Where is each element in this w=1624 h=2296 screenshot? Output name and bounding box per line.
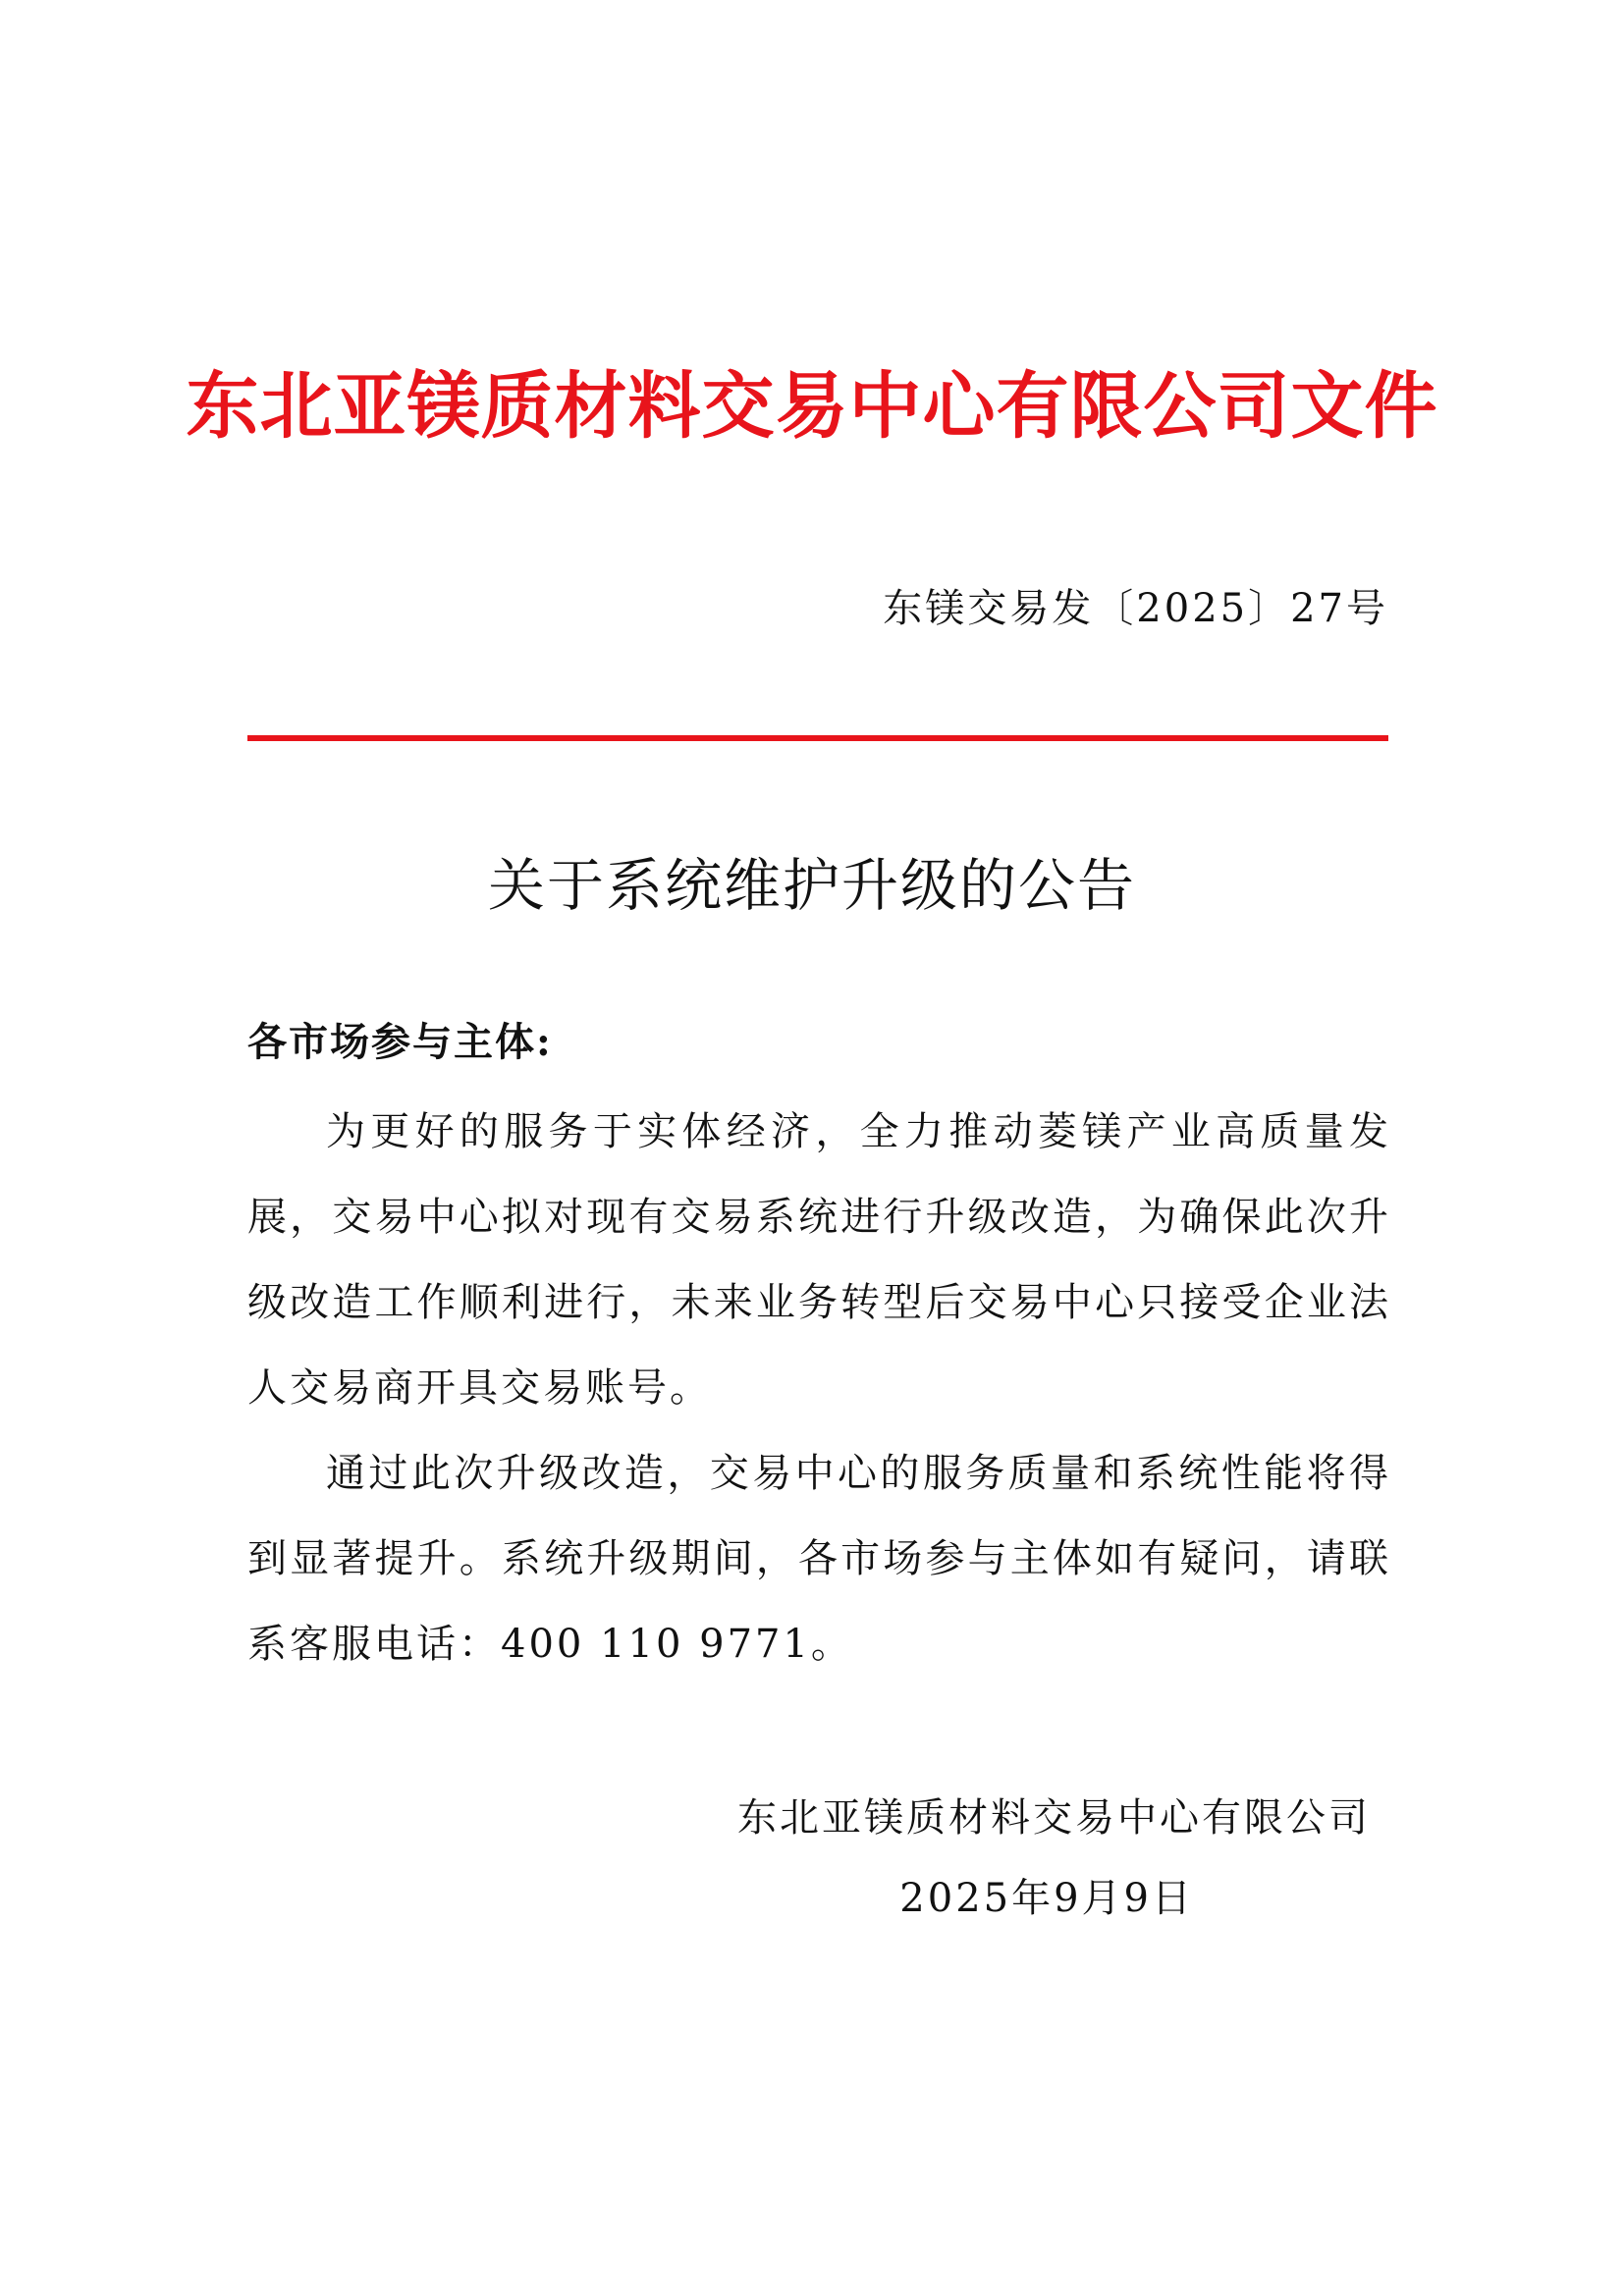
red-divider-line	[247, 735, 1388, 741]
salutation: 各市场参与主体:	[247, 1019, 553, 1065]
body-paragraph: 为更好的服务于实体经济，全力推动菱镁产业高质量发展，交易中心拟对现有交易系统进行升级改造，为确保此次升级改造工作顺利进行，未来业务转型后交易中心只接受企业法人交易商开具交易账号。	[247, 1109, 1391, 1411]
signature-date: 2025年9月9日	[899, 1876, 1194, 1921]
document-number: 东镁交易发〔2025〕27号	[883, 586, 1388, 631]
notice-body	[247, 1090, 1391, 1687]
body-paragraph: 通过此次升级改造，交易中心的服务质量和系统性能将得到显著提升。系统升级期间，各市场参与主体如有疑问，请联系客服电话：400 110 9771。	[247, 1451, 1391, 1667]
notice-title: 关于系统维护升级的公告	[487, 852, 1136, 919]
issuer-header-title: 东北亚镁质材料交易中心有限公司文件	[186, 364, 1438, 449]
signature-company: 东北亚镁质材料交易中心有限公司	[737, 1795, 1371, 1841]
